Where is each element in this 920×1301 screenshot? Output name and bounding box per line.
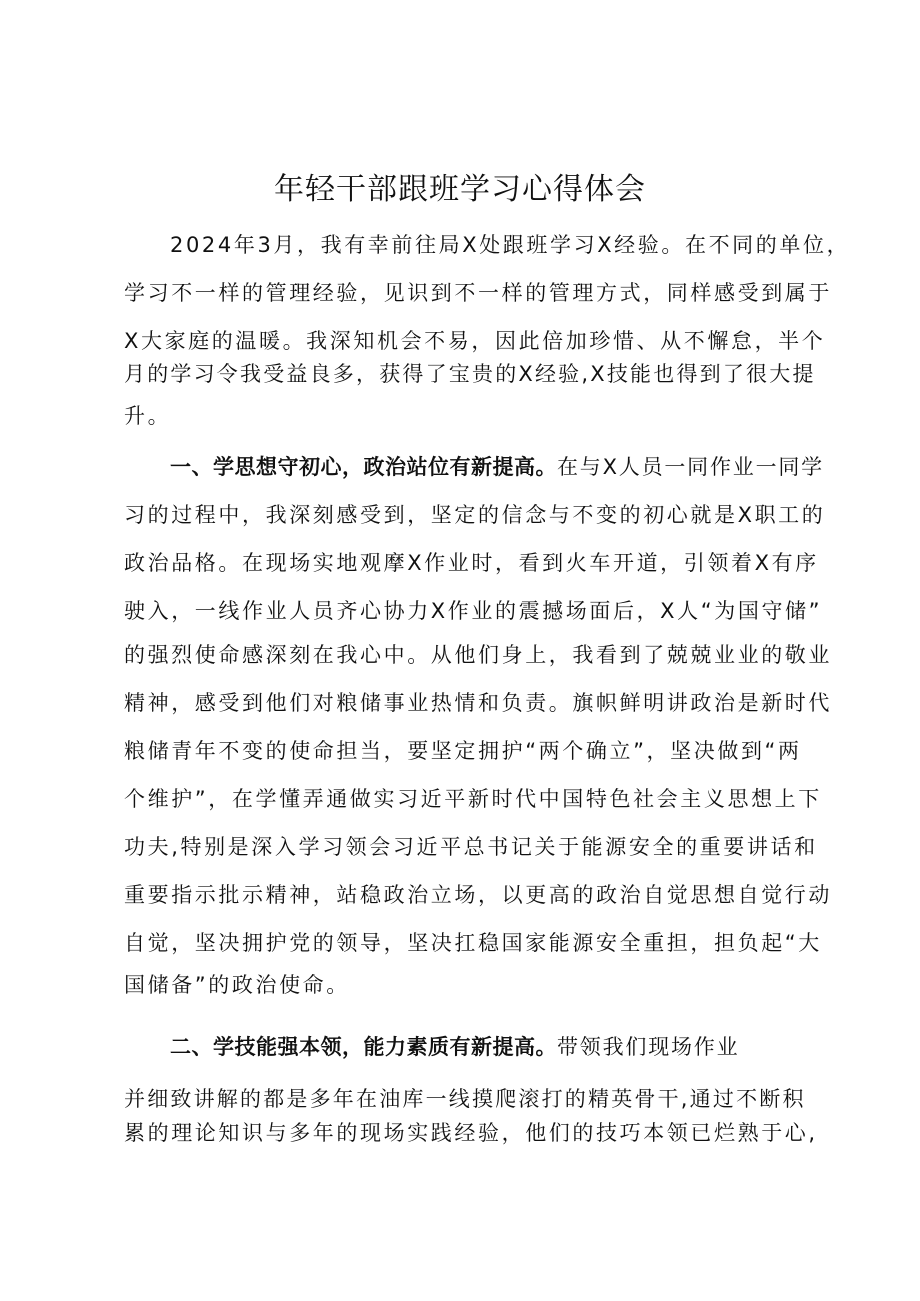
paragraph-3-line-2 bbox=[124, 1084, 804, 1114]
paragraph-text: 政治品格。在现场实地观摩X作业时，看到火车开道，引领着X有序 bbox=[124, 551, 819, 575]
paragraph-2-line-11 bbox=[124, 928, 822, 958]
paragraph-text: 累的理论知识与多年的现场实践经验，他们的技巧本领已烂熟于心, bbox=[124, 1121, 818, 1145]
paragraph-text: 驶入，一线作业人员齐心协力X作业的震撼场面后，X人“为国守储” bbox=[124, 599, 823, 623]
paragraph-text: 国储备”的政治使命。 bbox=[124, 973, 350, 997]
paragraph-text: 精神，感受到他们对粮储事业热情和负责。旗帜鲜明讲政治是新时代 bbox=[124, 691, 832, 715]
paragraph-text: 习的过程中，我深刻感受到，坚定的信念与不变的初心就是X职工的 bbox=[124, 503, 826, 527]
paragraph-text: 2024年3月，我有幸前往局X处跟班学习X经验。在不同的单位， bbox=[170, 233, 851, 257]
paragraph-1-line-5 bbox=[124, 401, 804, 431]
paragraph-3-line-3 bbox=[124, 1118, 818, 1148]
paragraph-1-line-2 bbox=[124, 278, 832, 308]
paragraph-2-line-8 bbox=[124, 784, 822, 814]
paragraph-text: X大家庭的温暖。我深知机会不易，因此倍加珍惜、从不懈怠，半个 bbox=[124, 329, 826, 353]
paragraph-1-line-4 bbox=[124, 359, 816, 389]
paragraph-text: 升。 bbox=[124, 404, 172, 428]
paragraph-2-line-4 bbox=[124, 596, 823, 626]
paragraph-text: 学习不一样的管理经验，见识到不一样的管理方式，同样感受到属于 bbox=[124, 281, 832, 305]
document-title: 年轻干部跟班学习心得体会 bbox=[274, 172, 646, 207]
section-heading-2: 二、学技能强本领，能力素质有新提高。 bbox=[170, 1035, 557, 1059]
paragraph-text: 粮储青年不变的使命担当，要坚定拥护“两个确立”，坚决做到“两 bbox=[124, 739, 802, 763]
paragraph-3-line-1 bbox=[170, 1032, 810, 1062]
paragraph-1-line-3 bbox=[124, 326, 826, 356]
section-heading-1: 一、学思想守初心，政治站位有新提高。 bbox=[170, 455, 557, 479]
paragraph-text: 重要指示批示精神，站稳政治立场，以更高的政治自觉思想自觉行动 bbox=[124, 883, 832, 907]
paragraph-text: 并细致讲解的都是多年在油库一线摸爬滚打的精英骨干,通过不断积 bbox=[124, 1087, 806, 1111]
paragraph-2-line-3 bbox=[124, 548, 819, 578]
paragraph-2-line-5 bbox=[124, 640, 832, 670]
paragraph-text: 自觉，坚决拥护党的领导，坚决扛稳国家能源安全重担，担负起“大 bbox=[124, 931, 822, 955]
paragraph-text: 功夫,特别是深入学习领会习近平总书记关于能源安全的重要讲话和 bbox=[124, 835, 818, 859]
paragraph-2-line-7 bbox=[124, 736, 804, 766]
paragraph-text: 的强烈使命感深刻在我心中。从他们身上，我看到了兢兢业业的敬业 bbox=[124, 643, 832, 667]
paragraph-text: 带领我们现场作业 bbox=[557, 1035, 740, 1059]
paragraph-2-line-9 bbox=[124, 832, 818, 862]
paragraph-1-line-1 bbox=[170, 230, 851, 260]
paragraph-2-line-10 bbox=[124, 880, 832, 910]
paragraph-2-line-12 bbox=[124, 970, 804, 1000]
paragraph-2-line-2 bbox=[124, 500, 826, 530]
paragraph-text: 在与X人员一同作业一同学 bbox=[557, 455, 824, 479]
paragraph-2-line-6 bbox=[124, 688, 832, 718]
paragraph-text: 个维护”，在学懂弄通做实习近平新时代中国特色社会主义思想上下 bbox=[124, 787, 822, 811]
paragraph-2-line-1 bbox=[170, 452, 824, 482]
paragraph-text: 月的学习令我受益良多，获得了宝贵的X经验,X技能也得到了很大提 bbox=[124, 362, 816, 386]
